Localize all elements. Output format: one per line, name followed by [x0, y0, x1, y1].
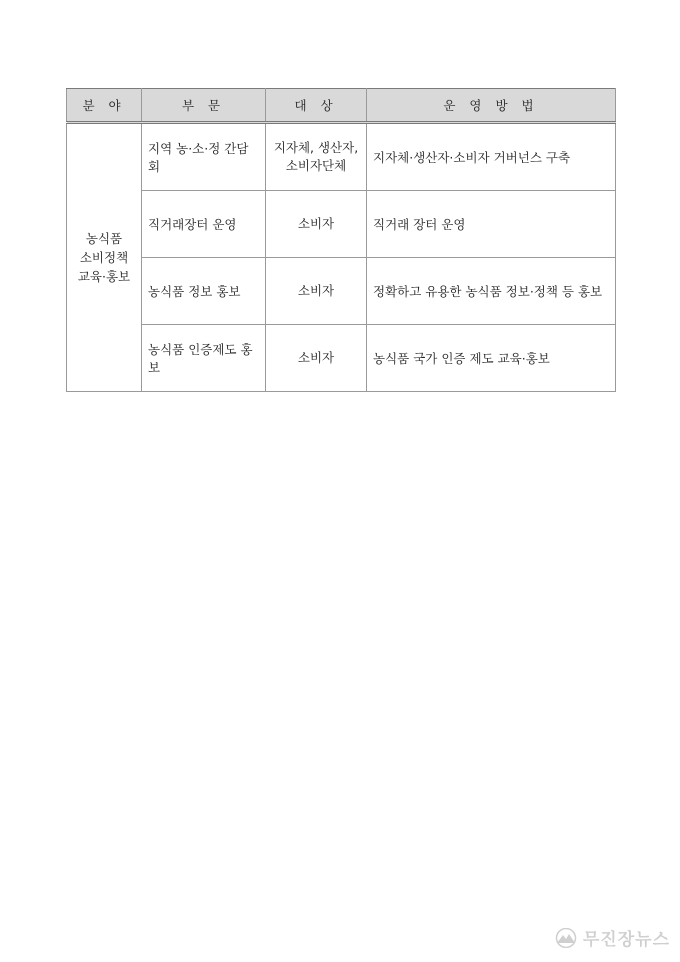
- target-cell: [266, 123, 367, 191]
- field-cell: [67, 123, 142, 392]
- method-cell: 직거래 장터 운영: [367, 191, 616, 258]
- target-cell: 소비자: [266, 191, 367, 258]
- section-cell: 농식품 인증제도 홍보: [142, 325, 266, 392]
- target-cell: 소비자: [266, 258, 367, 325]
- method-cell: 지자체·생산자·소비자 거버넌스 구축: [367, 123, 616, 191]
- table-row: [67, 325, 616, 392]
- table-row: [67, 191, 616, 258]
- section-cell: 농식품 정보 홍보: [142, 258, 266, 325]
- table-row: [67, 258, 616, 325]
- watermark: [553, 925, 670, 950]
- header-section: 부 문: [142, 89, 266, 123]
- section-cell: 지역 농·소·정 간담회: [142, 123, 266, 191]
- table-body: [67, 123, 616, 392]
- table-row: [67, 123, 616, 191]
- target-cell: 소비자: [266, 325, 367, 392]
- program-table: [66, 88, 616, 392]
- header-method: 운 영 방 법: [367, 89, 616, 123]
- header-row: [67, 89, 616, 123]
- watermark-text: 무진장뉴스: [582, 930, 670, 950]
- method-cell: 정확하고 유용한 농식품 정보·정책 등 홍보: [367, 258, 616, 325]
- mountain-logo-icon: [553, 928, 579, 948]
- header-target: 대 상: [266, 89, 367, 123]
- field-line: 소비정책: [79, 250, 129, 265]
- header-field: 분 야: [67, 89, 142, 123]
- section-cell: 직거래장터 운영: [142, 191, 266, 258]
- field-line: 농식품: [85, 231, 123, 246]
- target-line: 지자체, 생산자,: [273, 140, 359, 155]
- field-line: 교육·홍보: [77, 269, 131, 284]
- method-cell: 농식품 국가 인증 제도 교육·홍보: [367, 325, 616, 392]
- table-header: [67, 89, 616, 123]
- target-line: 소비자단체: [285, 158, 347, 173]
